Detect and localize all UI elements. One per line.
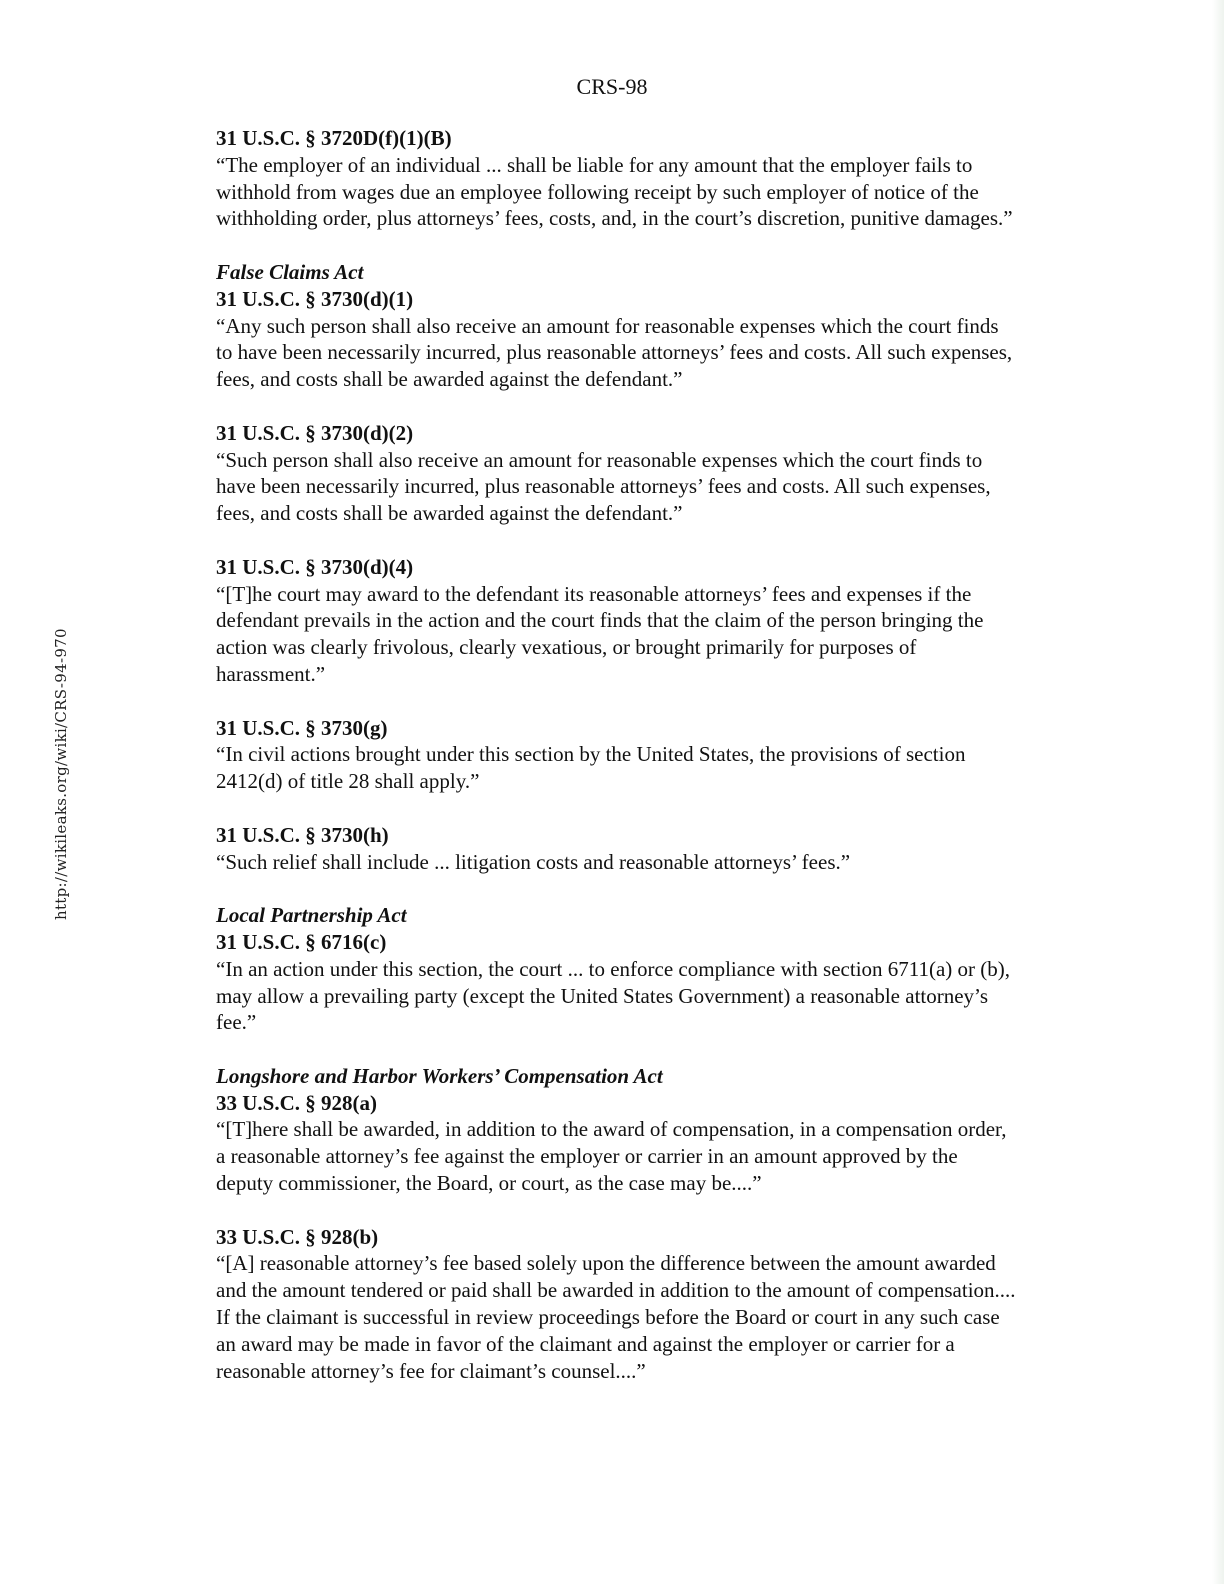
side-watermark-url: http://wikileaks.org/wiki/CRS-94-970 xyxy=(52,628,70,920)
act-title: False Claims Act xyxy=(216,259,364,284)
statute-quote: “Such relief shall include ... litigation costs and reasonable attorneys’ fees.” xyxy=(216,849,851,874)
statute-quote: “In civil actions brought under this section by the United States, the provisions of section 2412(d) of title 28 shall apply.” xyxy=(216,742,966,794)
citation-heading: 31 U.S.C. § 3730(d)(2) xyxy=(216,420,414,445)
statute-quote: “In an action under this section, the court ... to enforce compliance with section 6711(a) or (b), may allow a prevailing party (except the United States Government) a reasonable attorney’s fee.” xyxy=(216,956,1011,1035)
statute-entry xyxy=(216,420,1016,527)
document-body xyxy=(216,125,1016,1411)
statute-entry xyxy=(216,259,1016,393)
act-title: Local Partnership Act xyxy=(216,903,407,928)
statute-entry xyxy=(216,715,1016,795)
citation-heading: 33 U.S.C. § 928(a) xyxy=(216,1090,377,1115)
statute-entry xyxy=(216,1224,1016,1385)
statute-entry xyxy=(216,125,1016,232)
citation-heading: 31 U.S.C. § 3730(h) xyxy=(216,822,389,847)
citation-heading: 31 U.S.C. § 6716(c) xyxy=(216,929,387,954)
statute-quote: “[T]he court may award to the defendant its reasonable attorneys’ fees and expenses if the defendant prevails in the action and the court finds that the claim of the person bringing the action was clearly frivolous, clearly vexatious, or brought primarily for purposes of harassment.” xyxy=(216,581,984,686)
citation-heading: 31 U.S.C. § 3720D(f)(1)(B) xyxy=(216,126,452,150)
statute-entry xyxy=(216,902,1016,1036)
page-number: CRS-98 xyxy=(576,74,648,99)
citation-heading: 33 U.S.C. § 928(b) xyxy=(216,1224,379,1249)
statute-quote: “Such person shall also receive an amount for reasonable expenses which the court finds to have been necessarily incurred, plus reasonable attorneys’ fees and costs. All such expenses, fees, and costs shall be awarded against the defendant.” xyxy=(216,447,991,526)
act-title: Longshore and Harbor Workers’ Compensation Act xyxy=(216,1063,663,1088)
statute-quote: “[A] reasonable attorney’s fee based solely upon the difference between the amount awarded and the amount tendered or paid shall be awarded in addition to the amount of compensation.... If the claimant is successful in review proceedings before the Board or court in any such case an award may be made in favor of the claimant and against the employer or carrier for a reasonable attorney’s fee for claimant’s counsel....” xyxy=(216,1251,1016,1383)
citation-heading: 31 U.S.C. § 3730(g) xyxy=(216,715,388,740)
statute-entry xyxy=(216,822,1016,876)
statute-quote: “[T]here shall be awarded, in addition to the award of compensation, in a compensation order, a reasonable attorney’s fee against the employer or carrier in an amount approved by the deputy commissioner, the Board, or court, as the case may be....” xyxy=(216,1117,1007,1196)
statute-entry xyxy=(216,554,1016,688)
statute-quote: “The employer of an individual ... shall be liable for any amount that the employer fails to withhold from wages due an employee following receipt by such employer of notice of the withholding order, plus attorneys’ fees, costs, and, in the court’s discretion, punitive damages.” xyxy=(216,152,1013,231)
statute-quote: “Any such person shall also receive an amount for reasonable expenses which the court finds to have been necessarily incurred, plus reasonable attorneys’ fees and costs. All such expenses, fees, and costs shall be awarded against the defendant.” xyxy=(216,313,1013,392)
citation-heading: 31 U.S.C. § 3730(d)(4) xyxy=(216,554,414,579)
citation-heading: 31 U.S.C. § 3730(d)(1) xyxy=(216,286,414,311)
statute-entry xyxy=(216,1063,1016,1197)
page-edge-shade xyxy=(1212,0,1224,1584)
